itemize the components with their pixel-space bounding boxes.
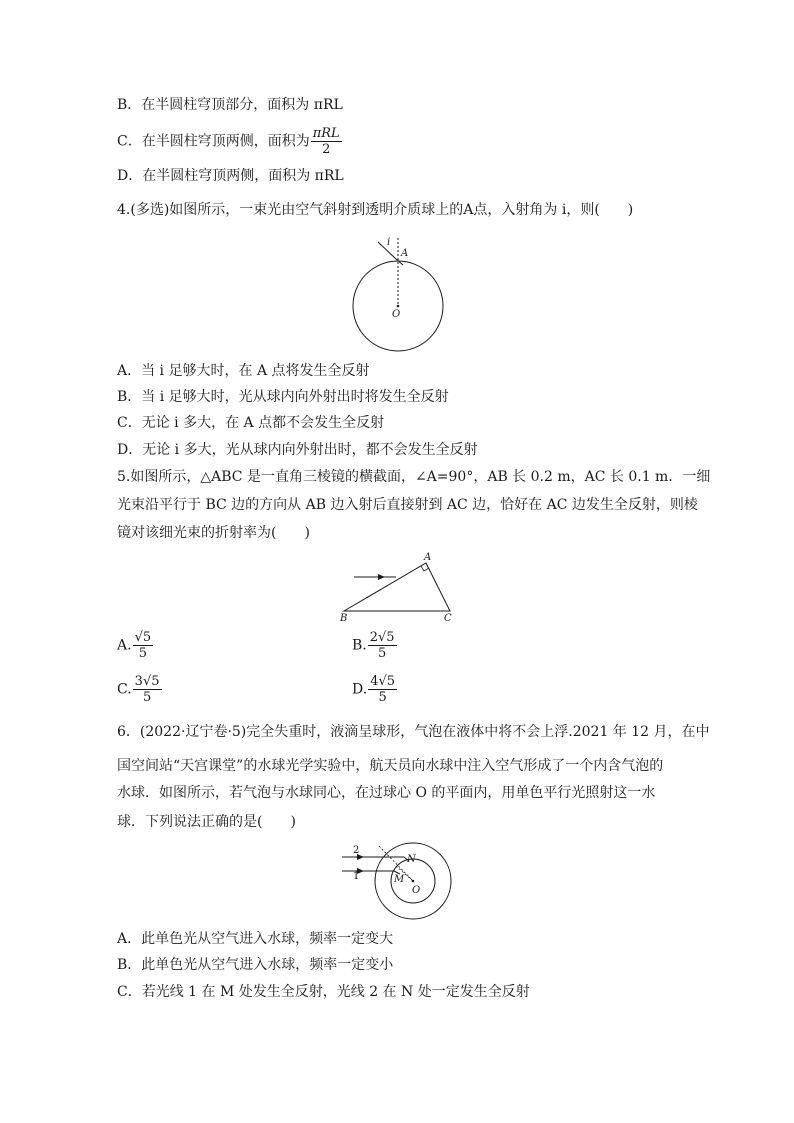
q4-sphere-figure	[340, 232, 460, 352]
q5-option-d	[352, 674, 397, 705]
q4-option-b: B．当 i 足够大时，光从球内向外射出时将发生全反射	[117, 389, 449, 405]
q6-stem-line-3: 水球．如图所示，若气泡与水球同心，在过球心 O 的平面内，用单色平行光照射这一水	[117, 785, 656, 801]
vertex-a-label: A	[424, 552, 432, 563]
fraction-numerator: 4√5	[370, 674, 396, 689]
prev-option-d: D．在半圆柱穹顶两侧，面积为 πRL	[117, 168, 344, 184]
fraction-numerator: πRL	[312, 126, 340, 141]
option-letter: C.	[117, 681, 132, 698]
fraction-numerator: 2√5	[369, 630, 395, 645]
fraction-denominator: 5	[138, 646, 147, 661]
fraction-numerator: 3√5	[134, 674, 160, 689]
prev-option-c-text: C．在半圆柱穹顶两侧，面积为	[117, 133, 310, 150]
q4-option-c: C．无论 i 多大，在 A 点都不会发生全反射	[117, 415, 385, 431]
q6-option-b: B．此单色光从空气进入水球，频率一定变小	[117, 957, 394, 973]
q6-stem-line-1: 6．(2022·辽宁卷·5)完全失重时，液滴呈球形，气泡在液体中将不会上浮.2021 年 12 月，在中	[117, 724, 710, 740]
fraction-numerator: √5	[134, 630, 152, 645]
q5-prism-figure	[338, 549, 468, 625]
option-fraction	[368, 674, 397, 705]
q5-option-a	[117, 630, 153, 661]
q5-stem-line-3: 镜对该细光束的折射率为( )	[117, 525, 310, 541]
ray-1-label: 1	[353, 871, 360, 882]
prev-option-c-fraction	[311, 126, 342, 157]
center-dot	[412, 880, 415, 883]
q6-stem-line-2: 国空间站“天宫课堂”的水球光学实验中，航天员向水球中注入空气形成了一个内含气泡的	[117, 758, 664, 774]
option-letter: B.	[352, 637, 367, 654]
refracted-ray	[396, 259, 403, 265]
ray-arrowhead	[378, 574, 385, 580]
q4-option-a: A．当 i 足够大时，在 A 点将发生全反射	[117, 363, 370, 379]
q4-stem: 4.(多选)如图所示，一束光由空气斜射到透明介质球上的A点，入射角为 i，则( )	[117, 202, 634, 218]
option-letter: D.	[352, 681, 368, 698]
q5-stem-line-1: 5.如图所示，△ABC 是一直角三棱镜的横截面，∠A=90°，AB 长 0.2 m，AC 长 0.1 m．一细	[117, 469, 711, 485]
q5-option-b	[352, 630, 397, 661]
fraction-denominator: 5	[378, 690, 387, 705]
point-m-label: M	[394, 874, 405, 885]
q6-option-c: C．若光线 1 在 M 处发生全反射，光线 2 在 N 处一定发生全反射	[117, 984, 530, 1000]
q5-option-c	[117, 674, 162, 705]
q4-option-d: D．无论 i 多大，光从球内向外射出时，都不会发生全反射	[117, 442, 478, 458]
fraction-denominator: 5	[378, 646, 387, 661]
vertex-c-label: C	[444, 613, 452, 624]
ray-2-label: 2	[353, 845, 360, 856]
point-n-label: N	[407, 854, 416, 865]
option-letter: A.	[117, 637, 132, 654]
q6-stem-line-4: 球．下列说法正确的是( )	[117, 814, 296, 830]
q5-stem-line-2: 光束沿平行于 BC 边的方向从 AB 边入射后直接射到 AC 边，恰好在 AC 边发生全反射，则棱	[117, 497, 698, 513]
fraction-denominator: 2	[322, 142, 331, 157]
prism-triangle	[344, 563, 450, 611]
center-dot	[397, 305, 400, 308]
vertex-b-label: B	[340, 613, 348, 624]
center-o-label: O	[412, 885, 421, 896]
angle-i-label: i	[387, 237, 391, 248]
option-fraction	[368, 630, 397, 661]
prev-option-c	[117, 126, 342, 157]
fraction-denominator: 5	[142, 690, 152, 705]
center-o-label: O	[392, 309, 401, 320]
q6-option-a: A．此单色光从空气进入水球，频率一定变大	[117, 931, 394, 947]
option-fraction	[133, 674, 162, 705]
point-a-label: A	[401, 248, 409, 259]
q6-water-sphere-figure	[338, 840, 463, 922]
option-fraction	[133, 630, 154, 661]
prev-option-b: B．在半圆柱穹顶部分，面积为 πRL	[117, 97, 343, 113]
